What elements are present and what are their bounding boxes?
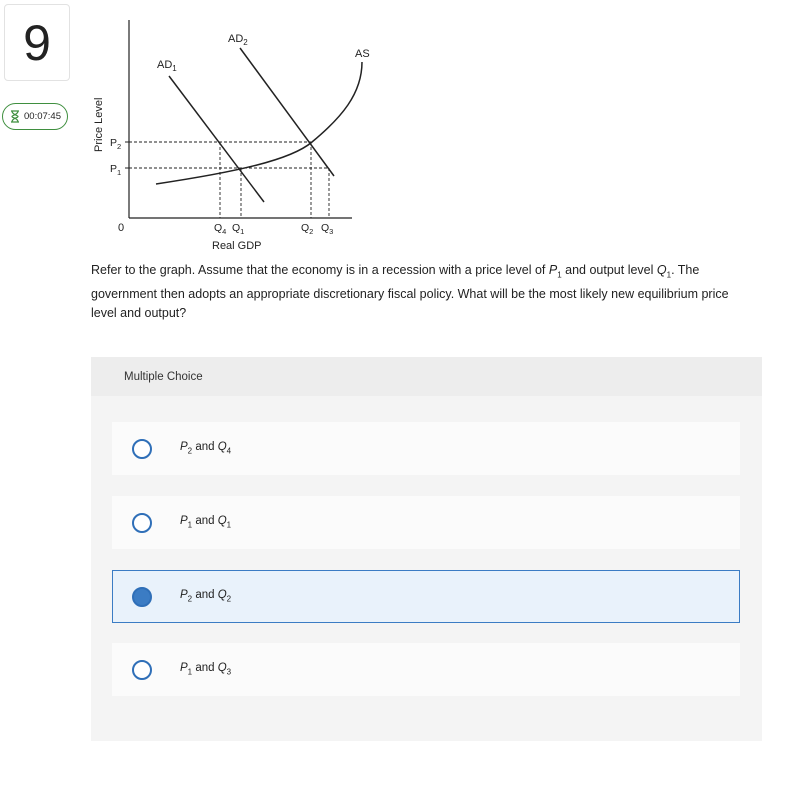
timer-badge[interactable] bbox=[2, 103, 68, 130]
q1-label: $Q_1$ bbox=[232, 222, 245, 236]
radio-button[interactable] bbox=[132, 439, 152, 459]
multiple-choice-panel bbox=[91, 357, 762, 741]
q3-label: $Q_3$ bbox=[321, 222, 334, 236]
p1-label: $P_1$ bbox=[110, 163, 122, 177]
multiple-choice-header: Multiple Choice bbox=[91, 357, 762, 396]
radio-button-selected[interactable] bbox=[132, 587, 152, 607]
radio-button[interactable] bbox=[132, 660, 152, 680]
choice-option-3[interactable] bbox=[112, 570, 740, 623]
choice-label: $P_2$ and $Q_2$ bbox=[180, 589, 232, 604]
choice-option-4[interactable] bbox=[112, 643, 740, 696]
question-prompt: Refer to the graph. Assume that the economy is in a recession with a price level of $P_1$ and output level $Q_1$. The government then adopts an appropriate discretionary fiscal policy. What will be the most likely new equilibrium price level and output? bbox=[91, 263, 729, 320]
q2-label: $Q_2$ bbox=[301, 222, 314, 236]
ad1-label: $AD_1$ bbox=[157, 59, 177, 73]
choice-option-1[interactable] bbox=[112, 422, 740, 475]
choice-option-2[interactable] bbox=[112, 496, 740, 549]
choice-label: $P_1$ and $Q_1$ bbox=[180, 515, 232, 530]
ad2-curve bbox=[240, 48, 334, 176]
ad2-label: $AD_2$ bbox=[228, 33, 248, 47]
question-number: 9 bbox=[23, 14, 51, 71]
as-label: AS bbox=[355, 48, 370, 60]
origin-label: 0 bbox=[118, 222, 125, 234]
choice-label: $P_2$ and $Q_4$ bbox=[180, 441, 232, 456]
q4-label: $Q_4$ bbox=[214, 222, 227, 236]
timer-text: 00:07:45 bbox=[24, 111, 61, 122]
ad1-curve bbox=[169, 76, 264, 202]
y-axis-label: Price Level bbox=[93, 97, 105, 152]
p2-label: $P_2$ bbox=[110, 137, 122, 151]
question-number-box bbox=[4, 4, 70, 81]
radio-button[interactable] bbox=[132, 513, 152, 533]
as-curve bbox=[156, 62, 362, 184]
x-axis-label: Real GDP bbox=[212, 240, 262, 252]
hourglass-icon bbox=[10, 110, 20, 123]
choice-label: $P_1$ and $Q_3$ bbox=[180, 662, 232, 677]
ad-as-graph bbox=[86, 14, 386, 254]
